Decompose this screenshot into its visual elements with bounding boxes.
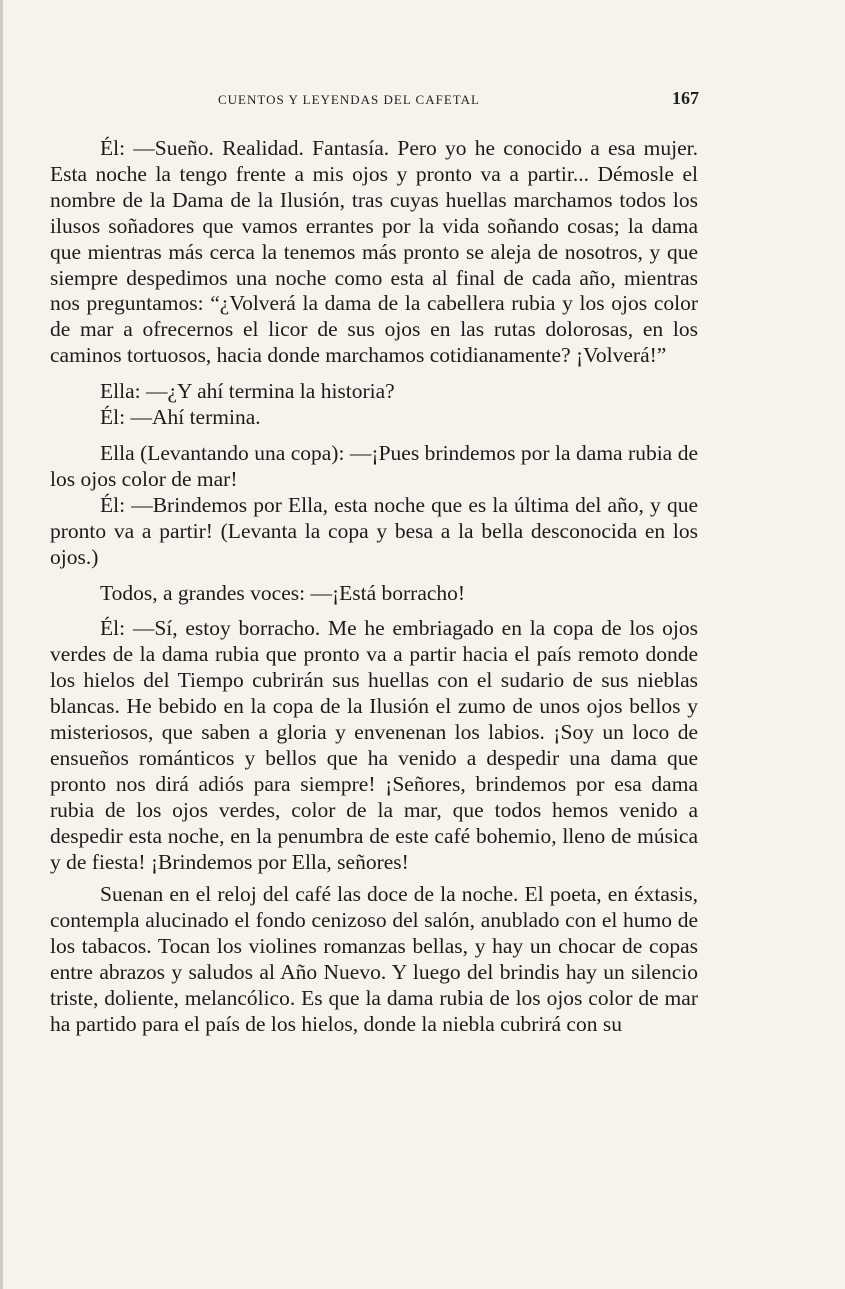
running-title: CUENTOS Y LEYENDAS DEL CAFETAL <box>218 92 480 107</box>
page-number: 167 <box>672 88 699 108</box>
page-edge-shadow <box>0 0 3 1289</box>
paragraph-ella-toast: Ella (Levantando una copa): —¡Pues brindemos por la dama rubia de los ojos color de mar! <box>50 440 698 491</box>
body-text <box>50 136 698 1038</box>
paragraph-todos: Todos, a grandes voces: —¡Está borracho! <box>100 580 466 605</box>
paragraph-el-toast: Él: —Brindemos por Ella, esta noche que es la última del año, y que pronto va a partir! (Levanta la copa y besa a la bella desconocida en los ojos.) <box>50 492 698 569</box>
paragraph-narration: Suenan en el reloj del café las doce de la noche. El poeta, en éxtasis, contempla alucinado el fondo cenizoso del salón, anublado con el humo de los tabacos. Tocan los violines romanzas bellas, y hay un chocar de copas entre abrazos y saludos al Año Nuevo. Y luego del brindis hay un silencio triste, doliente, melancólico. Es que la dama rubia de los ojos color de mar ha partido para el país de los hielos, donde la niebla cubrirá con su <box>50 882 698 1036</box>
paragraph-el-dialogue-1: Él: —Sueño. Realidad. Fantasía. Pero yo he conocido a esa mujer. Esta noche la tengo frente a mis ojos y pronto va a partir... Démosle el nombre de la Dama de la Ilusión, tras cuyas huellas marchamos todos los ilusos soñadores que vamos errantes por la vida soñando cosas; la dama que mientras más cerca la tenemos más pronto se aleja de nosotros, y que siempre despedimos una noche como esta al final de cada año, mientras nos preguntamos: “¿Volverá la dama de la cabellera rubia y los ojos color de mar a ofrecernos el licor de sus ojos en las rutas dolorosas, en los caminos tortuosos, hacia donde marchamos cotidianamente? ¡Volverá!” <box>50 136 698 368</box>
paragraph-el-drunk: Él: —Sí, estoy borracho. Me he embriagado en la copa de los ojos verdes de la dama rubia que pronto va a partir hacia el país remoto donde los hielos del Tiempo cubrirán sus huellas con el sudario de sus nieblas blancas. He bebido en la copa de la Ilusión el zumo de unos ojos bellos y misteriosos, que saben a gloria y envenenan los labios. ¡Soy un loco de ensueños románticos y bellos que ha venido a despedir una dama que pronto nos dirá adiós para siempre! ¡Señores, brindemos por esa dama rubia de los ojos verdes, color de la mar, que todos hemos venido a despedir esta noche, en la penumbra de este café bohemio, lleno de música y de fiesta! ¡Brindemos por Ella, señores! <box>50 616 698 874</box>
paragraph-el-answer: Él: —Ahí termina. <box>100 405 261 430</box>
paragraph-ella-question: Ella: —¿Y ahí termina la historia? <box>100 379 395 404</box>
